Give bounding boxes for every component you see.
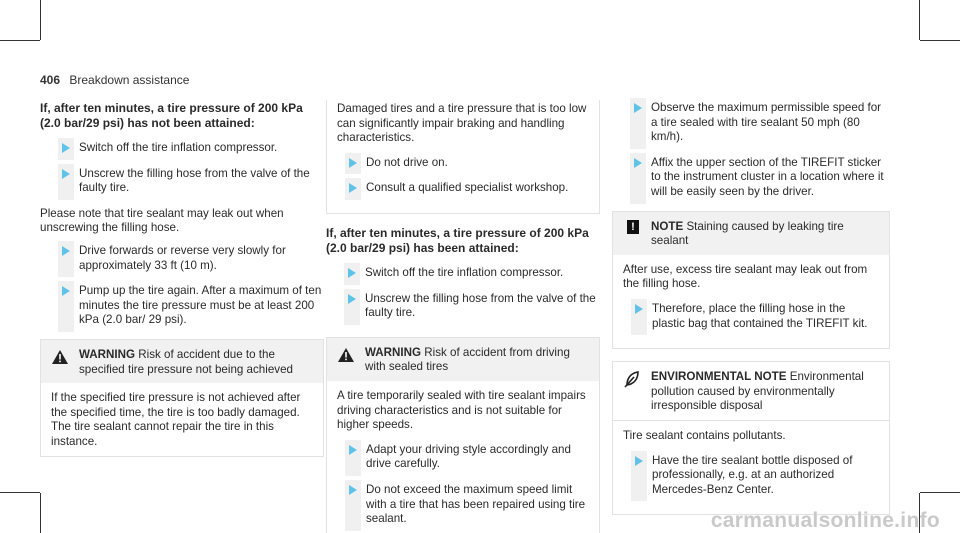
- warning-body: A tire temporarily sealed with tire sealant impairs driving characteristics and is not suitable for higher speeds.: [337, 388, 586, 432]
- warning-box-continued: [326, 100, 600, 214]
- note-title: Staining caused by leaking tire sealant: [651, 219, 844, 248]
- crop-mark: [0, 40, 40, 41]
- arrow-right-icon: [62, 246, 70, 256]
- column-1: [40, 101, 324, 469]
- warning-triangle-icon: [51, 349, 69, 365]
- instruction-step: Adapt your driving style accordingly and drive carefully.: [327, 443, 589, 472]
- arrow-right-icon: [62, 143, 70, 153]
- instruction-step: Unscrew the filling hose from the valve of the faulty tire.: [40, 167, 324, 196]
- instruction-step: Have the tire sealant bottle disposed of professionally, e.g. at an authorized Mercedes-Benz Center.: [613, 454, 879, 498]
- arrow-right-icon: [349, 158, 357, 168]
- arrow-right-icon: [635, 456, 643, 466]
- crop-mark: [919, 0, 920, 40]
- instruction-step: Affix the upper section of the TIREFIT sticker to the instrument cluster in a location where it will be easily seen by the driver.: [612, 156, 890, 200]
- arrow-right-icon: [62, 286, 70, 296]
- warning-triangle-icon: [337, 347, 355, 363]
- crop-mark: [920, 492, 960, 493]
- arrow-right-icon: [634, 158, 642, 168]
- arrow-right-icon: [634, 103, 642, 113]
- crop-mark: [40, 0, 41, 40]
- instruction-step: Observe the maximum permissible speed for a tire sealed with tire sealant 50 mph (80 km/h).: [612, 101, 890, 145]
- page-header: [40, 73, 189, 88]
- page-number: 406: [40, 73, 61, 87]
- warning-title: Risk of accident due to the specified tire pressure not being achieved: [79, 347, 293, 376]
- arrow-right-icon: [348, 268, 356, 278]
- instruction-step: Do not exceed the maximum speed limit with a tire that has been repaired using tire sealant.: [327, 483, 589, 527]
- environmental-note-body: Tire sealant contains pollutants.: [623, 428, 786, 442]
- warning-label: WARNING: [365, 345, 422, 359]
- section-heading: If, after ten minutes, a tire pressure of 200 kPa (2.0 bar/29 psi) has been attained:: [326, 225, 589, 255]
- instruction-step: Switch off the tire inflation compressor.: [326, 266, 600, 281]
- environmental-note-label: ENVIRONMENTAL NOTE: [651, 370, 787, 384]
- warning-body: If the specified tire pressure is not achieved after the specified time, the tire is too badly damaged. The tire sealant cannot repair the tire in this instance.: [51, 391, 301, 448]
- column-2: [326, 101, 600, 533]
- paragraph: Please note that tire sealant may leak out when unscrewing the filling hose.: [40, 206, 284, 235]
- watermark: carmanualsonline.info: [710, 509, 940, 533]
- environment-leaf-icon: [623, 370, 641, 388]
- arrow-right-icon: [62, 169, 70, 179]
- environmental-note-title: Environmental pollution caused by environmentally irresponsible disposal: [651, 370, 864, 413]
- environmental-note-box: [612, 361, 890, 515]
- warning-body: Damaged tires and a tire pressure that is too low can significantly impair braking and handling characteristics.: [337, 102, 587, 145]
- warning-label: WARNING: [79, 347, 136, 361]
- instruction-step: Switch off the tire inflation compressor.: [40, 141, 324, 156]
- instruction-step: Drive forwards or reverse very slowly for approximately 33 ft (10 m).: [40, 244, 324, 273]
- instruction-step: Consult a qualified specialist workshop.: [327, 181, 589, 196]
- crop-mark: [40, 493, 41, 533]
- arrow-right-icon: [349, 183, 357, 193]
- section-heading: If, after ten minutes, a tire pressure of 200 kPa (2.0 bar/29 psi) has not been attained:: [40, 101, 303, 130]
- note-box: [612, 211, 890, 350]
- warning-box: [40, 339, 324, 457]
- note-label: NOTE: [651, 219, 684, 233]
- instruction-step: Do not drive on.: [327, 156, 589, 171]
- column-3: [612, 101, 890, 527]
- note-body: After use, excess tire sealant may leak out from the filling hose.: [623, 262, 868, 291]
- instruction-step: Therefore, place the filling hose in the plastic bag that contained the TIREFIT kit.: [613, 302, 879, 331]
- arrow-right-icon: [349, 485, 357, 495]
- arrow-right-icon: [349, 445, 357, 455]
- crop-mark: [920, 40, 960, 41]
- instruction-step: Unscrew the filling hose from the valve of the faulty tire.: [326, 292, 600, 321]
- arrow-right-icon: [348, 294, 356, 304]
- instruction-step: Pump up the tire again. After a maximum of ten minutes the tire pressure must be at least 200 kPa (2.0 bar/ 29 psi).: [40, 284, 324, 328]
- section-title: Breakdown assistance: [69, 73, 190, 87]
- arrow-right-icon: [635, 304, 643, 314]
- warning-box: [326, 337, 600, 533]
- crop-mark: [0, 492, 40, 493]
- warning-title: Risk of accident from driving with sealed tires: [365, 345, 570, 374]
- exclamation-icon: !: [627, 220, 639, 234]
